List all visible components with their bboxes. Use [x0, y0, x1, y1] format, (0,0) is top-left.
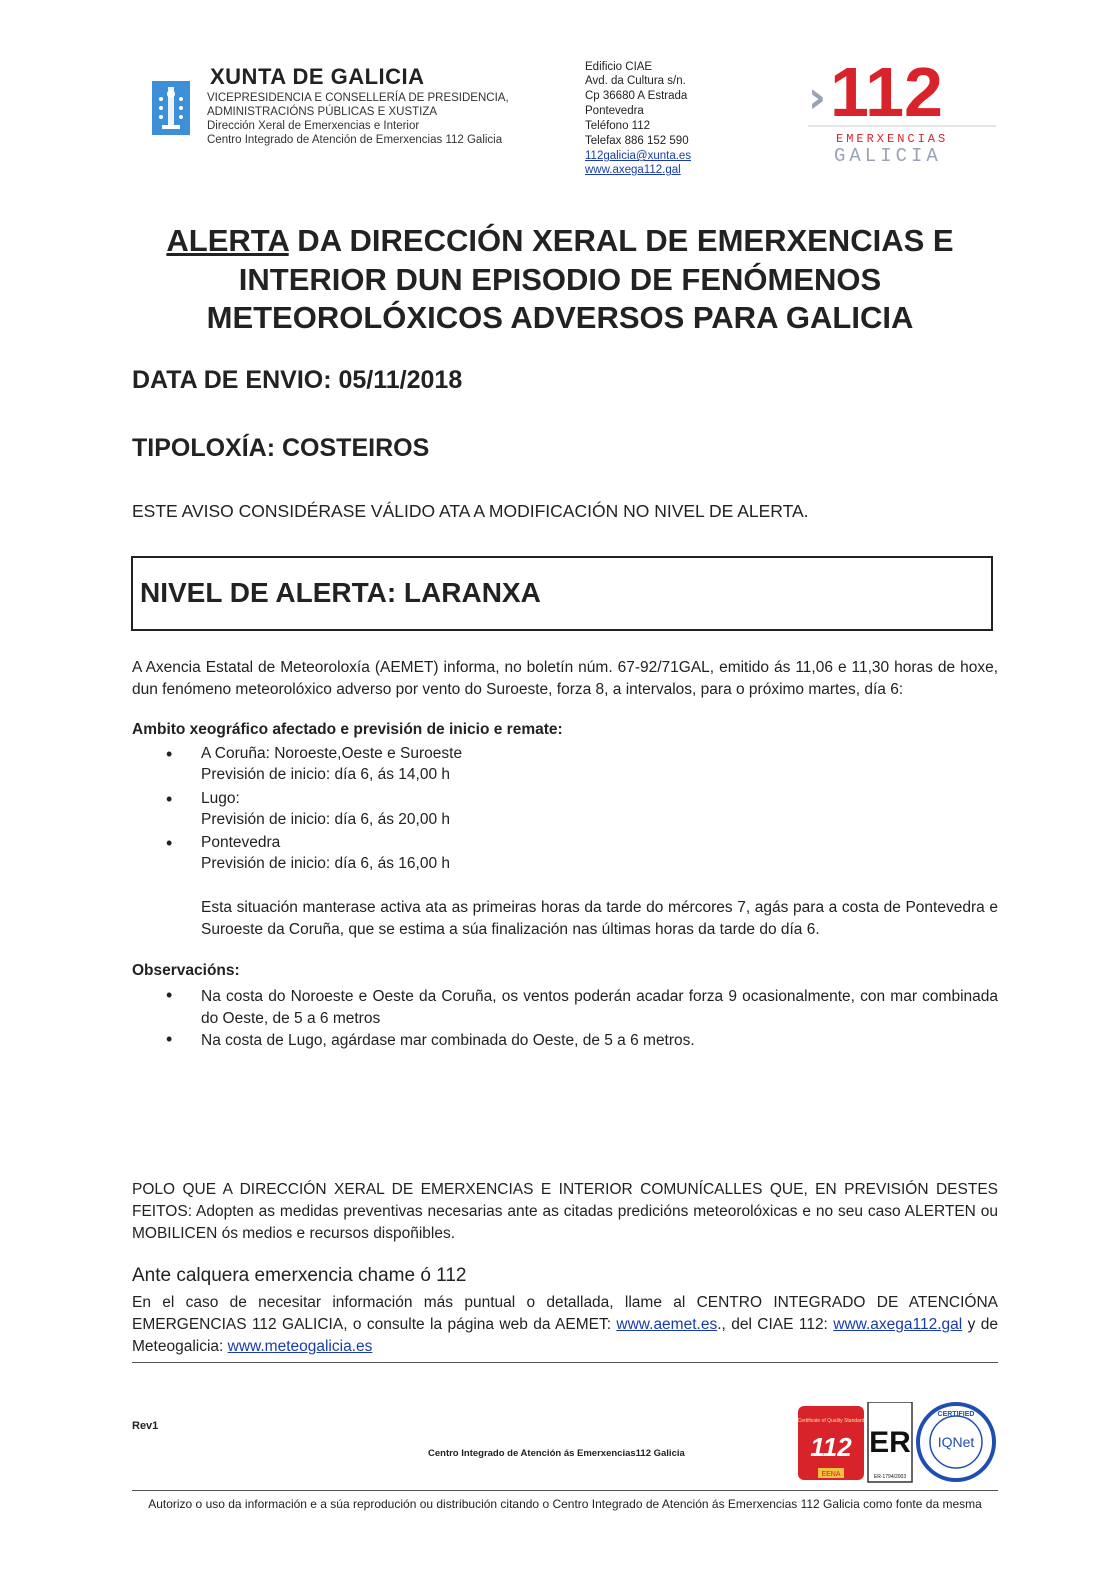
xunta-crest-logo: [152, 81, 190, 135]
observations-heading: Observacións:: [132, 962, 240, 979]
observation-1: Na costa do Noroeste e Oeste da Coruña, os ventos poderán acadar forza 9 ocasionalmente, con mar combinada do Oeste, de 5 a 6 metros: [201, 988, 998, 1027]
divider: [132, 1362, 998, 1363]
scope-heading: Ambito xeográfico afectado e previsión de inicio e remate:: [132, 721, 563, 738]
title-lead-word: ALERTA: [166, 223, 289, 258]
xunta-line-1: VICEPRESIDENCIA E CONSELLERÍA DE PRESIDENCIA,: [207, 92, 509, 104]
certification-badges: [798, 1402, 998, 1484]
info-text-1: En el caso de necesitar información más puntual o detallada, llame al CENTRO INTEGRADO DE ATENCIÓNA EMERGENCIAS 112 GALICIA, o consulte la página web da AEMET:: [132, 1294, 998, 1333]
address-phone: Teléfono 112: [585, 120, 651, 132]
scope-start-3: Previsión de inicio: día 6, ás 16,00 h: [201, 855, 451, 872]
title-line-3: METEOROLÓXICOS ADVERSOS PARA GALICIA: [206, 300, 914, 335]
title-line-1-rest: DA DIRECCIÓN XERAL DE EMERXENCIAS E: [288, 223, 954, 258]
center-name: Centro Integrado de Atención ás Emerxencias112 Galicia: [428, 1448, 685, 1459]
logo112-number: 112: [830, 60, 943, 131]
xunta-line-4: Centro Integrado de Atención de Emerxencias 112 Galicia: [207, 134, 503, 146]
meteogalicia-link[interactable]: www.meteogalicia.es: [227, 1338, 373, 1355]
axega-link[interactable]: www.axega112.gal: [833, 1316, 963, 1333]
scope-place-3: Pontevedra: [201, 834, 281, 851]
aemet-link[interactable]: www.aemet.es: [616, 1316, 718, 1333]
bullet-marker: •: [166, 833, 173, 853]
logo112-arrow: ›: [808, 72, 827, 123]
cert-iqnet-ring: CERTIFIED: [937, 1411, 975, 1418]
address-line-3: Cp 36680 A Estrada: [585, 90, 688, 102]
observation-2: Na costa de Lugo, agárdase mar combinada do Oeste, de 5 a 6 metros.: [201, 1032, 695, 1049]
footer-note: Autorizo o uso da información e a súa reprodución ou distribución citando o Centro Integrado de Atención ás Emerxencias 112 Galicia como fonte da mesma: [148, 1497, 982, 1511]
info-text-2: ., del CIAE 112:: [717, 1316, 834, 1333]
title-line-2: INTERIOR DUN EPISODIO DE FENÓMENOS: [238, 262, 882, 297]
email-link[interactable]: 112galicia@xunta.es: [585, 150, 692, 162]
bullet-marker: •: [166, 789, 173, 809]
logo112-line1: EMERXENCIAS: [836, 132, 949, 146]
closing-paragraph: POLO QUE A DIRECCIÓN XERAL DE EMERXENCIAS E INTERIOR COMUNÍCALLES QUE, EN PREVISIÓN DESTES FEITOS: Adopten as medidas preventivas necesarias ante as citadas predicións meteorolóxicas e no seu caso ALERTEN ou MOBILICEN ós medios e recursos dispoñibles.: [132, 1181, 998, 1242]
address-fax: Telefax 886 152 590: [585, 135, 689, 147]
address-line-1: Edificio CIAE: [585, 61, 653, 73]
cert-iqnet-name: IQNet: [937, 1434, 975, 1450]
xunta-line-2: ADMINISTRACIÓNS PÚBLICAS E XUSTIZA: [207, 106, 438, 118]
bullet-marker: •: [166, 985, 173, 1005]
xunta-name: XUNTA DE GALICIA: [210, 64, 425, 89]
info-paragraph: [132, 1292, 998, 1358]
intro-paragraph: A Axencia Estatal de Meteoroloxía (AEMET) informa, no boletín núm. 67-92/71GAL, emitido ás 11,06 e 11,30 horas de hoxe, dun fenómeno meteorolóxico adverso por vento do Suroeste, forza 8, a intervalos, para o próximo martes, día 6:: [132, 659, 998, 698]
scope-place-2: Lugo:: [201, 790, 240, 807]
send-date: DATA DE ENVIO: 05/11/2018: [132, 366, 463, 394]
title-line-1: [120, 221, 1000, 260]
scope-start-1: Previsión de inicio: día 6, ás 14,00 h: [201, 766, 451, 783]
validity-note: ESTE AVISO CONSIDÉRASE VÁLIDO ATA A MODIFICACIÓN NO NIVEL DE ALERTA.: [132, 501, 809, 521]
scope-place-1: A Coruña: Noroeste,Oeste e Suroeste: [201, 745, 463, 762]
cert-112-number: 112: [810, 1432, 852, 1462]
bullet-marker: •: [166, 744, 173, 764]
cert-er-letters: ER: [869, 1426, 911, 1459]
info-text-3: y de Meteogalicia:: [132, 1316, 999, 1355]
emergency-line: Ante calquera emerxencia chame ó 112: [132, 1265, 467, 1286]
typology: TIPOLOXÍA: COSTEIROS: [132, 434, 430, 462]
revision-label: Rev1: [132, 1420, 159, 1432]
cert-112-foot: EENA: [821, 1471, 841, 1478]
duration-note: Esta situación manterase activa ata as primeiras horas da tarde do mércores 7, agás para a costa de Pontevedra e Suroeste da Coruña, que se estima a súa finalización nas últimas horas da tarde do día 6.: [201, 899, 998, 938]
cert-er-code: ER-1794/2003: [873, 1474, 907, 1480]
cert-112-top: Certificate of Quality Standard: [798, 1418, 865, 1424]
footer-divider: [132, 1490, 998, 1491]
scope-start-2: Previsión de inicio: día 6, ás 20,00 h: [201, 811, 451, 828]
emerxencias-112-logo: [808, 60, 996, 170]
website-link[interactable]: www.axega112.gal: [585, 164, 681, 176]
bullet-marker: •: [166, 1029, 173, 1049]
logo112-line2: GALICIA: [834, 145, 942, 167]
address-line-4: Pontevedra: [585, 105, 644, 117]
address-line-2: Avd. da Cultura s/n.: [585, 75, 686, 87]
xunta-line-3: Dirección Xeral de Emerxencias e Interior: [207, 120, 420, 132]
alert-level: NIVEL DE ALERTA: LARANXA: [140, 577, 541, 608]
